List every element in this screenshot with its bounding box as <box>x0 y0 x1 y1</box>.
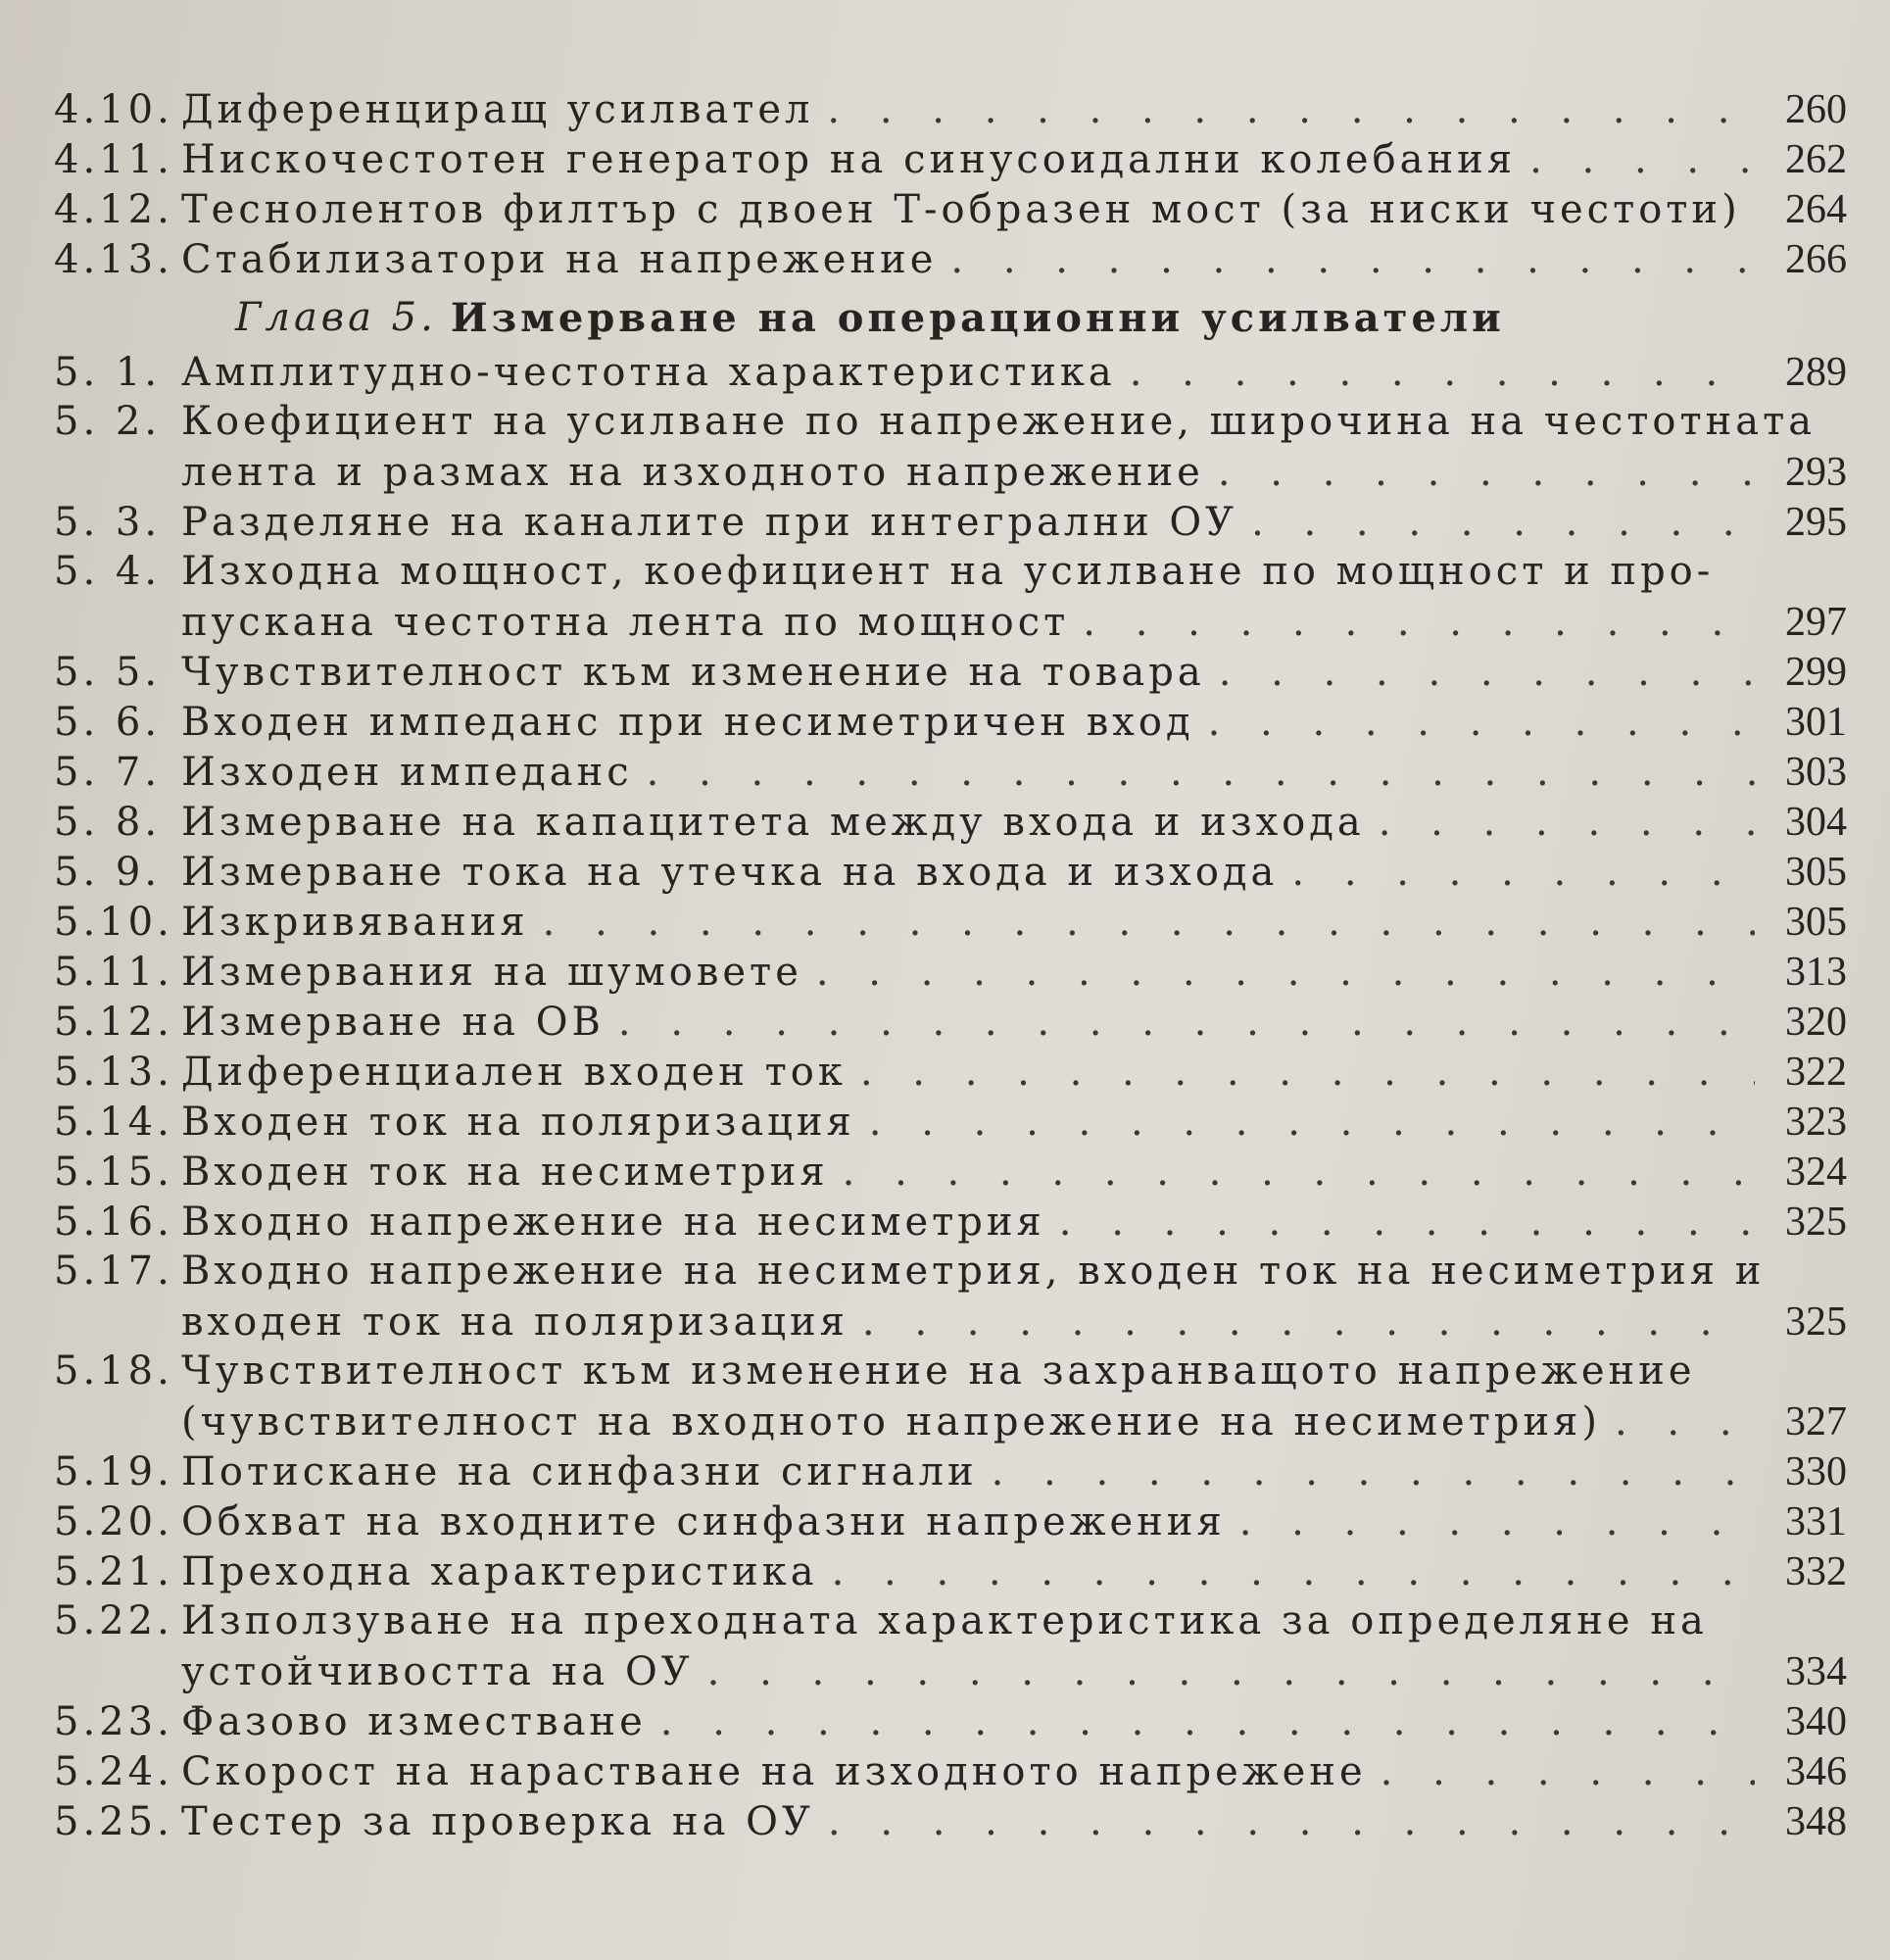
dot-leader <box>543 900 1755 945</box>
toc-entry <box>54 1348 1847 1398</box>
toc-entry <box>54 1448 1847 1498</box>
sections-chapter-4 <box>54 86 1847 286</box>
sections-chapter-5 <box>54 349 1847 1848</box>
section-title: Входно напрежение на несиметрия <box>181 1200 1045 1245</box>
section-title: Чувствителност към изменение на захранващото напрежение <box>181 1348 1696 1394</box>
section-title: Използуване на преходната характеристика за определяне на <box>181 1598 1708 1643</box>
dot-leader <box>1083 600 1755 645</box>
page-number: 260 <box>1785 87 1847 132</box>
dot-leader <box>828 1799 1755 1844</box>
toc-entry <box>54 1298 1847 1348</box>
section-title: Изходен импеданс <box>181 750 633 795</box>
section-title: Чувствителност към изменение на товара <box>181 650 1205 695</box>
toc-entry <box>54 1548 1847 1598</box>
section-title: Обхват на входните синфазни напрежения <box>181 1499 1226 1544</box>
dot-leader <box>1379 800 1755 845</box>
section-title: Тестер за проверка на ОУ <box>181 1799 814 1844</box>
dot-leader <box>862 1299 1755 1345</box>
section-number: 5. 1. <box>54 350 162 395</box>
section-number: 5.24. <box>54 1749 173 1794</box>
section-title: Измервания на шумовете <box>181 950 802 995</box>
dot-leader <box>1130 350 1755 395</box>
chapter-title: Измерване на операционни усилватели <box>450 294 1505 341</box>
toc-entry <box>54 449 1847 499</box>
toc-entry <box>54 1598 1847 1648</box>
page-number: 264 <box>1785 187 1847 232</box>
toc-entry <box>54 1748 1847 1798</box>
page-number: 340 <box>1785 1699 1847 1744</box>
toc-entry <box>54 549 1847 599</box>
section-number: 5.10. <box>54 900 173 945</box>
dot-leader <box>1059 1200 1755 1245</box>
toc-entry <box>54 1149 1847 1199</box>
toc-entry <box>54 1498 1847 1548</box>
dot-leader <box>992 1449 1755 1494</box>
chapter-heading <box>54 286 1847 349</box>
toc-entry <box>54 349 1847 399</box>
section-number: 5.17. <box>54 1249 173 1294</box>
page-number: 331 <box>1785 1499 1847 1544</box>
page-number: 346 <box>1785 1749 1847 1794</box>
section-number: 5.23. <box>54 1699 173 1744</box>
dot-leader <box>647 750 1755 795</box>
section-title: Преходна характеристика <box>181 1549 818 1594</box>
toc-entry <box>54 1398 1847 1448</box>
page-number: 295 <box>1785 500 1847 545</box>
section-title: Коефициент на усилване по напрежение, широчина на честотната <box>181 399 1817 444</box>
page-number: 322 <box>1785 1050 1847 1095</box>
toc-entry <box>54 949 1847 999</box>
section-title: Нискочестотен генератор на синусоидални колебания <box>181 137 1517 182</box>
dot-leader <box>618 1000 1755 1045</box>
section-title: Входен ток на поляризация <box>181 1100 855 1145</box>
section-number: 5.19. <box>54 1449 173 1494</box>
dot-leader <box>1529 137 1755 182</box>
page-number: 297 <box>1785 600 1847 645</box>
section-title: Амплитудно-честотна характеристика <box>181 350 1116 395</box>
page-number: 325 <box>1785 1200 1847 1245</box>
section-title: Фазово изместване <box>181 1699 647 1744</box>
section-title: Диференциращ усилвател <box>181 87 814 132</box>
toc-entry <box>54 999 1847 1049</box>
section-number: 5.15. <box>54 1150 173 1195</box>
toc-entry <box>54 899 1847 949</box>
section-number: 5. 6. <box>54 700 162 745</box>
section-title: Изкривявания <box>181 900 529 945</box>
section-title: Входно напрежение на несиметрия, входен ток на несиметрия и <box>181 1249 1766 1294</box>
page-number: 325 <box>1785 1299 1847 1345</box>
section-number: 5. 4. <box>54 549 162 594</box>
section-title: Измерване на ОВ <box>181 1000 605 1045</box>
page-number: 301 <box>1785 700 1847 745</box>
section-number: 5.13. <box>54 1050 173 1095</box>
page-number: 262 <box>1785 137 1847 182</box>
section-title: Измерване тока на утечка на входа и изхода <box>181 850 1279 895</box>
section-title: Разделяне на каналите при интегрални ОУ <box>181 500 1238 545</box>
section-number: 5. 9. <box>54 850 162 895</box>
chapter-label: Глава 5. <box>235 295 437 340</box>
section-number: 5.18. <box>54 1348 173 1394</box>
toc-entry <box>54 1199 1847 1249</box>
section-number: 5.14. <box>54 1100 173 1145</box>
section-number: 5. 7. <box>54 750 162 795</box>
page-number: 320 <box>1785 1000 1847 1045</box>
section-title: Скорост на нарастване на изходното напрежене <box>181 1749 1367 1794</box>
dot-leader <box>827 87 1755 132</box>
toc-entry <box>54 1049 1847 1099</box>
section-number: 4.10. <box>54 87 173 132</box>
dot-leader <box>950 237 1755 282</box>
dot-leader <box>660 1699 1755 1744</box>
toc-entry <box>54 699 1847 749</box>
page-number: 327 <box>1785 1399 1847 1445</box>
page-number: 332 <box>1785 1549 1847 1594</box>
toc-entry <box>54 1698 1847 1748</box>
section-title: лента и размах на изходното напрежение <box>181 450 1204 495</box>
dot-leader <box>1291 850 1755 895</box>
toc-entry <box>54 136 1847 186</box>
dot-leader <box>707 1649 1755 1694</box>
section-title: входен ток на поляризация <box>181 1299 848 1345</box>
page-number: 266 <box>1785 237 1847 282</box>
page-number: 304 <box>1785 800 1847 845</box>
section-number: 4.12. <box>54 187 173 232</box>
section-title: Входен ток на несиметрия <box>181 1150 829 1195</box>
section-title: Стабилизатори на напрежение <box>181 237 938 282</box>
toc-entry <box>54 499 1847 549</box>
page-number: 293 <box>1785 450 1847 495</box>
page-number: 313 <box>1785 950 1847 995</box>
section-title: Потискане на синфазни сигнали <box>181 1449 978 1494</box>
section-title: Входен импеданс при несиметричен вход <box>181 700 1194 745</box>
toc-entry <box>54 849 1847 899</box>
toc-entry <box>54 1648 1847 1698</box>
dot-leader <box>1251 500 1755 545</box>
dot-leader <box>832 1549 1755 1594</box>
section-number: 5. 3. <box>54 500 162 545</box>
dot-leader <box>1219 650 1755 695</box>
dot-leader <box>843 1150 1755 1195</box>
dot-leader <box>816 950 1755 995</box>
section-number: 5.16. <box>54 1200 173 1245</box>
page-number: 305 <box>1785 850 1847 895</box>
table-of-contents <box>54 86 1847 1848</box>
section-number: 5.12. <box>54 1000 173 1045</box>
toc-entry <box>54 1249 1847 1298</box>
section-number: 4.11. <box>54 137 173 182</box>
section-number: 5. 8. <box>54 800 162 845</box>
dot-leader <box>1239 1499 1755 1544</box>
section-title: устойчивостта на ОУ <box>181 1649 694 1694</box>
section-number: 5.11. <box>54 950 173 995</box>
dot-leader <box>1208 700 1755 745</box>
section-title: пускана честотна лента по мощност <box>181 600 1070 645</box>
page-number: 323 <box>1785 1100 1847 1145</box>
section-title: (чувствителност на входното напрежение на несиметрия) <box>181 1399 1601 1445</box>
section-number: 5. 5. <box>54 650 162 695</box>
section-title: Измерване на капацитета между входа и изхода <box>181 800 1365 845</box>
dot-leader <box>869 1100 1755 1145</box>
toc-entry <box>54 186 1847 236</box>
section-number: 5.21. <box>54 1549 173 1594</box>
page-number: 305 <box>1785 900 1847 945</box>
page-number: 289 <box>1785 350 1847 395</box>
section-number: 4.13. <box>54 237 173 282</box>
toc-entry <box>54 749 1847 799</box>
section-title: Диференциален входен ток <box>181 1050 847 1095</box>
toc-entry <box>54 1798 1847 1848</box>
section-title: Теснолентов филтър с двоен Т-образен мост (за ниски честоти) <box>181 187 1741 232</box>
toc-entry <box>54 599 1847 649</box>
section-number: 5. 2. <box>54 399 162 444</box>
page-number: 299 <box>1785 650 1847 695</box>
section-number: 5.25. <box>54 1799 173 1844</box>
dot-leader <box>1218 450 1755 495</box>
section-number: 5.22. <box>54 1598 173 1643</box>
toc-entry <box>54 399 1847 449</box>
toc-entry <box>54 236 1847 286</box>
toc-entry <box>54 649 1847 699</box>
toc-entry <box>54 86 1847 136</box>
dot-leader <box>860 1050 1755 1095</box>
dot-leader <box>1615 1399 1755 1445</box>
page-number: 348 <box>1785 1799 1847 1844</box>
toc-entry <box>54 1099 1847 1149</box>
page-number: 330 <box>1785 1449 1847 1494</box>
page-number: 324 <box>1785 1150 1847 1195</box>
page-number: 303 <box>1785 750 1847 795</box>
dot-leader <box>1381 1749 1755 1794</box>
page-number: 334 <box>1785 1649 1847 1694</box>
section-number: 5.20. <box>54 1499 173 1544</box>
section-title: Изходна мощност, коефициент на усилване по мощност и про- <box>181 549 1715 594</box>
toc-entry <box>54 799 1847 849</box>
